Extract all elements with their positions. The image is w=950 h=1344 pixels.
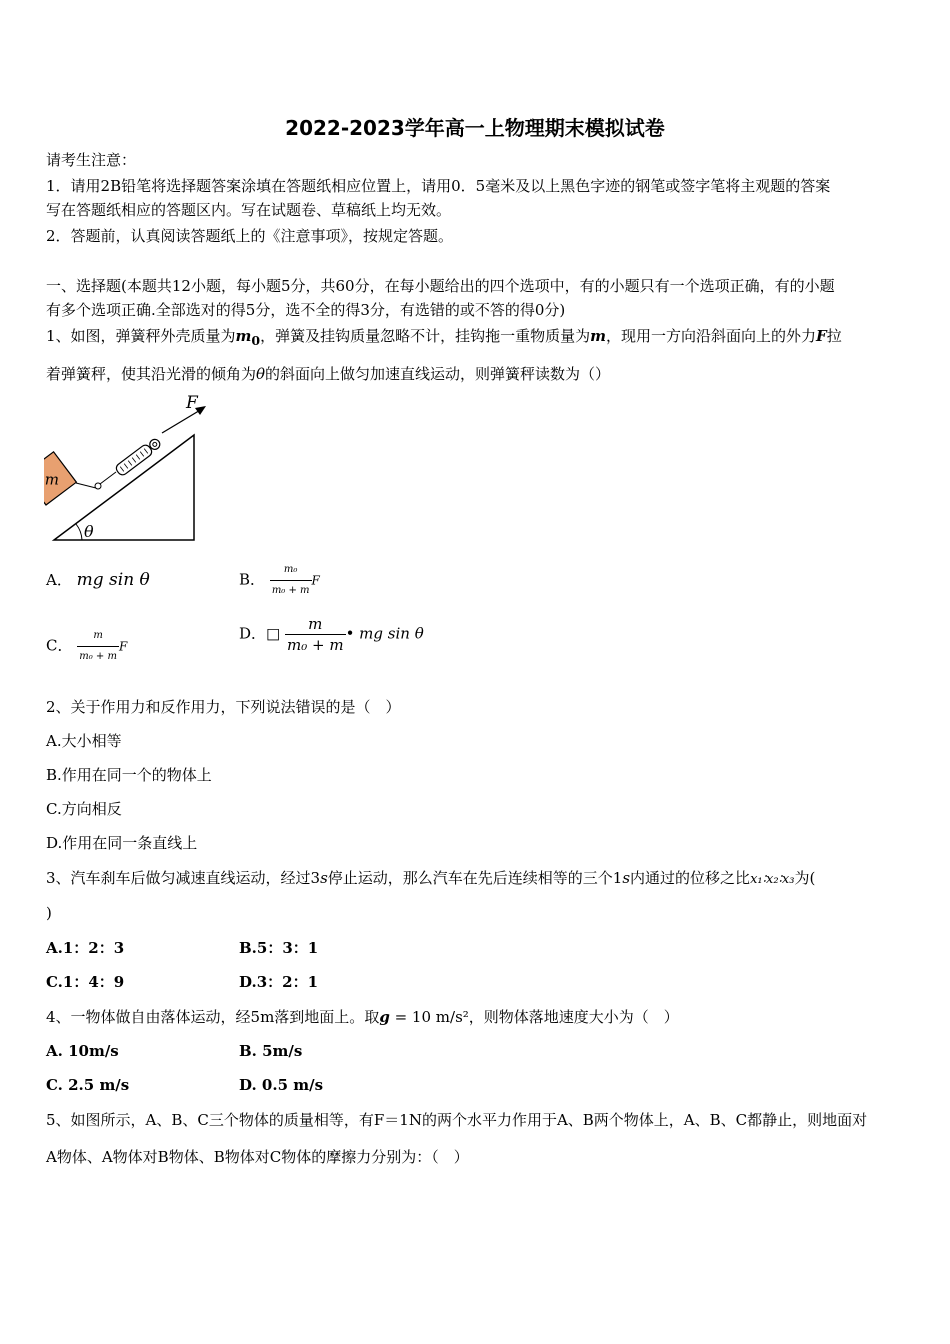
notice-item-1-line-1: 1．请用2B铅笔将选择题答案涂填在答题纸相应位置上，请用0．5毫米及以上黑色字迹的钢笔或签字笔将主观题的答案: [46, 177, 831, 195]
q1-text-e: 着弹簧秤，使其沿光滑的倾角为: [46, 365, 257, 383]
q1-option-c-label: C．: [46, 636, 73, 655]
force-label: F: [186, 393, 198, 413]
q1-option-b-label: B．: [239, 570, 266, 589]
q1-stem-line-2: [46, 364, 610, 384]
q1-option-a-label: A．: [46, 571, 72, 589]
q1-stem-line-1: [46, 326, 842, 351]
q1-text-b: ，弹簧及挂钩质量忽略不计，挂钩拖一重物质量为: [260, 327, 591, 345]
q4-option-a[interactable]: A. 10m/s: [46, 1042, 119, 1060]
notice-item-1-line-2: 写在答题纸相应的答题区内。写在试题卷、草稿纸上均无效。: [46, 201, 452, 219]
hook-rod: [100, 472, 116, 484]
q3-text-a: 3、汽车刹车后做匀减速直线运动，经过3: [46, 869, 321, 887]
q1-option-d-label: D．□: [239, 624, 281, 643]
q2-option-b[interactable]: B.作用在同一个的物体上: [46, 766, 212, 784]
q3-ratio: x₁∶x₂∶x₃: [750, 872, 795, 887]
notice-heading: 请考生注意：: [46, 151, 137, 169]
q3-text-c: 内通过的位移之比: [630, 869, 751, 887]
q1-m0-symbol: m: [235, 327, 252, 345]
q1-option-c-tail: F: [118, 639, 128, 654]
section1-line-2: 有多个选项正确.全部选对的得5分，选不全的得3分，有选错的或不答的得0分): [46, 301, 566, 319]
q4-option-c[interactable]: C. 2.5 m/s: [46, 1076, 130, 1094]
block-label: m: [44, 470, 60, 489]
fraction-numerator: m₀: [283, 564, 298, 575]
angle-arc: [76, 524, 82, 540]
q1-F-symbol: F: [816, 327, 827, 345]
q3-stem-line-1: [46, 868, 815, 890]
page-title: 2022-2023学年高一上物理期末模拟试卷: [285, 116, 665, 140]
q4-text-b: = 10 m/s²，则物体落地速度大小为（ ）: [389, 1008, 679, 1026]
q3-option-b[interactable]: B.5：3：1: [239, 939, 319, 957]
q1-m-symbol: m: [590, 327, 607, 345]
q2-option-a[interactable]: A.大小相等: [46, 732, 122, 750]
q1-text-a: 1、如图，弹簧秤外壳质量为: [46, 327, 236, 345]
q2-stem: 2、关于作用力和反作用力，下列说法错误的是（ ）: [46, 698, 401, 716]
q3-option-a[interactable]: A.1：2：3: [46, 939, 125, 957]
fraction-denominator: m₀ + m: [286, 636, 344, 654]
q1-option-b[interactable]: [239, 560, 320, 601]
q1-option-b-fraction: [270, 560, 312, 601]
incline-triangle: [54, 435, 194, 540]
q3-text-d: 为(: [794, 869, 816, 887]
q3-unit-s-2: s: [622, 869, 631, 887]
q3-option-d[interactable]: D.3：2：1: [239, 973, 319, 991]
q3-unit-s-1: s: [320, 869, 328, 887]
q1-text-c: ，现用一方向沿斜面向上的外力: [606, 327, 817, 345]
fraction-denominator: m₀ + m: [77, 646, 119, 667]
q4-text-a: 4、一物体做自由落体运动，经5m落到地面上。取: [46, 1008, 380, 1026]
q1-option-a-expr: mg sin θ: [76, 570, 150, 590]
fraction-numerator: m: [93, 630, 103, 641]
q1-m0-subscript: 0: [251, 333, 261, 348]
hook-wire: [76, 483, 96, 488]
section1-line-1: 一、选择题(本题共12小题，每小题5分，共60分，在每小题给出的四个选项中，有的小题只有一个选项正确，有的小题: [46, 277, 835, 295]
fraction-denominator: m₀ + m: [270, 580, 312, 601]
q1-option-a[interactable]: [46, 570, 150, 590]
q1-text-f: 的斜面向上做匀加速直线运动，则弹簧秤读数为（）: [265, 365, 611, 383]
q2-option-d[interactable]: D.作用在同一条直线上: [46, 834, 198, 852]
q5-stem-line-1: 5、如图所示，A、B、C三个物体的质量相等，有F＝1N的两个水平力作用于A、B两个物体上，A、B、C都静止，则地面对: [46, 1111, 868, 1129]
q1-theta-symbol: θ: [256, 365, 266, 383]
spring-scale: [114, 437, 162, 477]
fraction-numerator: m: [308, 615, 323, 633]
q1-option-c-fraction: [77, 626, 119, 667]
q4-option-b[interactable]: B. 5m/s: [239, 1042, 303, 1060]
block-group: [44, 452, 76, 505]
q1-text-d: 拉: [826, 327, 842, 345]
q3-stem-line-2: ): [46, 904, 52, 922]
q1-option-d[interactable]: [239, 614, 424, 655]
q1-incline-figure: [44, 392, 219, 547]
q1-option-d-fraction: [285, 614, 346, 655]
q1-option-b-tail: F: [311, 573, 320, 588]
q1-option-d-tail: • mg sin θ: [345, 624, 424, 643]
angle-label: θ: [84, 522, 94, 541]
q4-stem: [46, 1007, 679, 1027]
q4-g-symbol: g: [379, 1008, 390, 1026]
notice-item-2: 2．答题前，认真阅读答题纸上的《注意事项》，按规定答题。: [46, 227, 454, 245]
q2-option-c[interactable]: C.方向相反: [46, 800, 122, 818]
q5-stem-line-2: A物体、A物体对B物体、B物体对C物体的摩擦力分别为：（ ）: [46, 1148, 469, 1166]
q3-option-c[interactable]: C.1：4：9: [46, 973, 125, 991]
q3-text-b: 停止运动，那么汽车在先后连续相等的三个1: [327, 869, 623, 887]
q4-option-d[interactable]: D. 0.5 m/s: [239, 1076, 324, 1094]
q1-option-c[interactable]: [46, 626, 127, 667]
